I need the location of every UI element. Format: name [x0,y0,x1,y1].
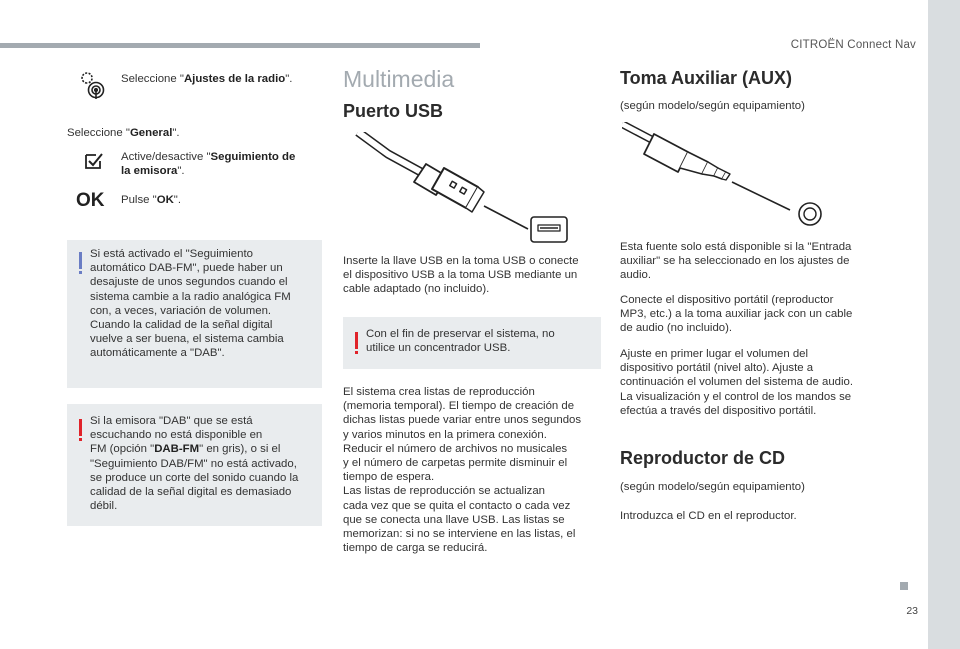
aux-line: de audio (no incluido). [620,322,733,335]
aux-line: audio. [620,269,652,282]
aux-availability: (según modelo/según equipamiento) [620,100,805,112]
info-line: automático DAB-FM", puede haber un [90,262,283,275]
playlist-line: tiempo de espera. [343,471,435,484]
warning-note-dab-fm [67,404,322,526]
warning-line: Con el fin de preservar el sistema, no [366,328,555,340]
jack-plug-icon [622,122,828,226]
page-marker [900,582,908,590]
warning-note-usb-hub [343,317,601,369]
aux-line: continuación el volumen del sistema de audio. [620,376,854,389]
playlist-line: El sistema crea listas de reproducción [343,386,535,398]
usb-line: cable adaptado (no incluido). [343,283,490,296]
info-line: vuelve a ser buena, el sistema cambia [90,333,284,346]
step-press-ok: Pulse "OK". [121,194,182,206]
playlist-line: tiempo de carga se reducirá. [343,542,488,555]
playlist-line: dichas listas puede variar entre unos segundos [343,414,582,427]
usb-plug-icon [348,132,573,244]
page-edge-strip [928,0,960,649]
info-marker-icon [79,252,82,269]
aux-line: auxiliar" se ha seleccionado en los ajustes de [620,255,850,268]
warning-line: débil. [90,500,118,513]
header-bar [0,43,480,48]
usb-line: Inserte la llave USB en la toma USB o conecte [343,255,579,267]
warning-line: escuchando no está disponible en [90,429,263,442]
warning-line: FM (opción "DAB-FM" en gris), o si el [90,443,281,456]
info-line: automáticamente a "DAB". [90,347,225,360]
info-line: desajuste de unos segundos cuando el [90,276,288,289]
warning-line: calidad de la señal digital es demasiado [90,486,292,499]
warning-line: "Seguimiento DAB/FM" no está activado, [90,457,297,470]
warning-marker-icon [355,332,358,349]
warning-line: Si la emisora "DAB" que se está [90,415,253,427]
playlist-line: memorizan: si no se interviene en las listas, el [343,528,576,541]
info-note-dab-follow [67,240,322,388]
heading-aux-input: Toma Auxiliar (AUX) [620,68,793,88]
page-number: 23 [906,605,918,617]
playlist-line: y varios minutos en la primera conexión. [343,428,547,441]
aux-source-info [620,240,882,283]
ok-icon: OK [76,190,105,211]
aux-line: dispositivo portátil (nivel alto). Ajuste a [620,362,814,375]
aux-line: La visualización y el control de los mandos se [620,390,852,403]
usb-line: el dispositivo USB a la toma USB mediante un [343,269,578,282]
playlist-line: Reducir el número de archivos no musicales [343,442,568,455]
aux-line: Esta fuente solo está disponible si la "Entrada [620,241,852,253]
step-select-general: Seleccione "General". [67,127,180,139]
brand-label: CITROËN Connect Nav [790,39,916,51]
radio-settings-icon [78,71,108,101]
heading-usb-port: Puerto USB [343,101,444,121]
playlist-line: (memoria temporal). El tiempo de creación de [343,400,575,413]
info-line: Cuando la calidad de la señal digital [90,319,273,332]
playlist-line: y el número de carpetas permite disminuir el [343,457,568,470]
playlist-line: Las listas de reproducción se actualizan [343,485,545,498]
info-line: sistema cambie a la radio analógica FM [90,290,291,303]
playlist-line: que se conecta una llave USB. Las listas se [343,513,565,526]
usb-instructions [343,254,603,297]
aux-connect-info [620,293,882,336]
playlist-info [343,385,605,555]
info-line: con, a veces, variación de volumen. [90,304,272,317]
cd-availability: (según modelo/según equipamiento) [620,481,805,493]
warning-line: se produce un corte del sonido cuando la [90,471,299,484]
warning-marker-icon [79,419,82,436]
heading-cd-player: Reproductor de CD [620,448,786,468]
step-toggle-station-follow: Active/desactive "Seguimiento de la emisora". [121,151,296,178]
aux-line: Ajuste en primer lugar el volumen del [620,348,809,360]
aux-line: efectúa a través del dispositivo portátil. [620,404,817,417]
step-select-radio-settings: Seleccione "Ajustes de la radio". [121,73,293,85]
cd-instruction: Introduzca el CD en el reproductor. [620,510,797,522]
section-title-multimedia: Multimedia [343,66,455,92]
warning-line: utilice un concentrador USB. [366,342,511,355]
aux-volume-info [620,347,882,418]
info-line: Si está activado el "Seguimiento [90,248,253,260]
aux-line: Conecte el dispositivo portátil (reproductor [620,294,834,306]
checkbox-icon [84,152,104,170]
playlist-line: cada vez que se quita el contacto o cada vez [343,499,571,512]
aux-line: MP3, etc.) a la toma auxiliar jack con un cable [620,308,853,321]
